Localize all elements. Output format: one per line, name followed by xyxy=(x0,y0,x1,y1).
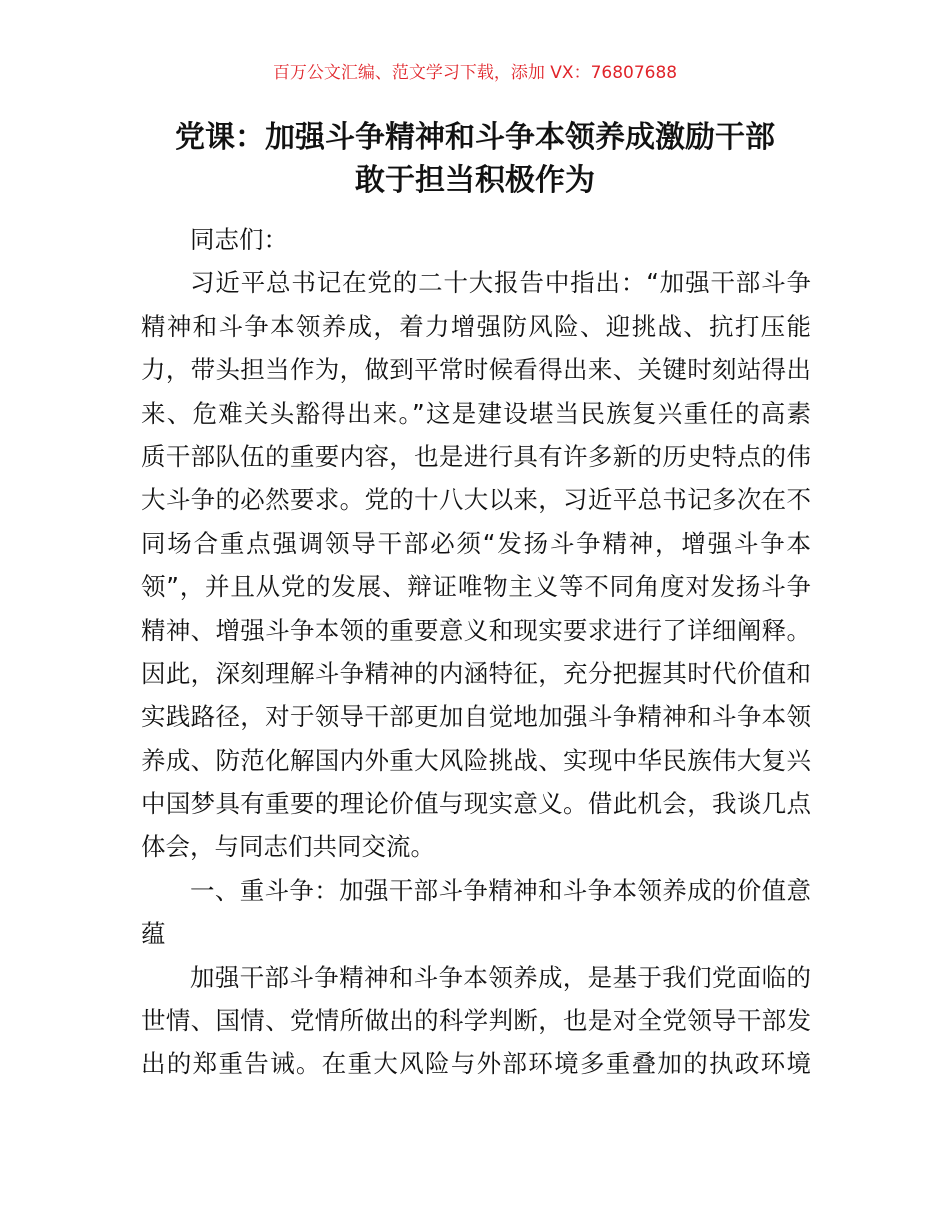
document-body xyxy=(141,218,811,1086)
text-line: 精神和斗争本领养成，着力增强防风险、迎挑战、抗打压能 xyxy=(141,311,811,341)
text-line: 出的郑重告诫。在重大风险与外部环境多重叠加的执政环境 xyxy=(141,1049,811,1079)
text-line: 加强干部斗争精神和斗争本领养成，是基于我们党面临的 xyxy=(190,962,811,992)
text-line: 来、危难关头豁得出来。”这是建设堪当民族复兴重任的高素 xyxy=(141,398,811,428)
text-line: 精神、增强斗争本领的重要意义和现实要求进行了详细阐释。 xyxy=(141,615,811,645)
text-line: 力，带头担当作为，做到平常时候看得出来、关键时刻站得出 xyxy=(141,355,811,385)
text-line: 领”，并且从党的发展、辩证唯物主义等不同角度对发扬斗争 xyxy=(141,572,811,602)
text-line: 一、重斗争：加强干部斗争精神和斗争本领养成的价值意 xyxy=(190,875,811,905)
text-line: 实践路径，对于领导干部更加自觉地加强斗争精神和斗争本领 xyxy=(141,702,811,732)
text-line: 世情、国情、党情所做出的科学判断，也是对全党领导干部发 xyxy=(141,1006,811,1036)
text-line: 体会，与同志们共同交流。 xyxy=(141,832,435,862)
paragraph xyxy=(141,218,811,261)
text-line: 习近平总书记在党的二十大报告中指出：“加强干部斗争 xyxy=(190,268,811,298)
page-title xyxy=(0,116,950,202)
paragraph xyxy=(141,869,811,956)
text-line: 同场合重点强调领导干部必须“发扬斗争精神，增强斗争本 xyxy=(141,528,811,558)
text-line: 养成、防范化解国内外重大风险挑战、实现中华民族伟大复兴 xyxy=(141,745,811,775)
title-line: 党课：加强斗争精神和斗争本领养成激励干部 xyxy=(175,120,775,155)
watermark-header: 百万公文汇编、范文学习下载，添加 VX：76807688 xyxy=(272,63,678,83)
text-line: 大斗争的必然要求。党的十八大以来，习近平总书记多次在不 xyxy=(141,485,811,515)
text-line: 同志们： xyxy=(190,225,288,254)
text-line: 质干部队伍的重要内容，也是进行具有许多新的历史特点的伟 xyxy=(141,441,811,471)
paragraph xyxy=(141,956,811,1086)
title-line: 敢于担当积极作为 xyxy=(355,163,595,198)
text-line: 中国梦具有重要的理论价值与现实意义。借此机会，我谈几点 xyxy=(141,789,811,819)
text-line: 蕴 xyxy=(141,919,166,949)
paragraph xyxy=(141,261,811,868)
text-line: 因此，深刻理解斗争精神的内涵特征，充分把握其时代价值和 xyxy=(141,658,811,688)
